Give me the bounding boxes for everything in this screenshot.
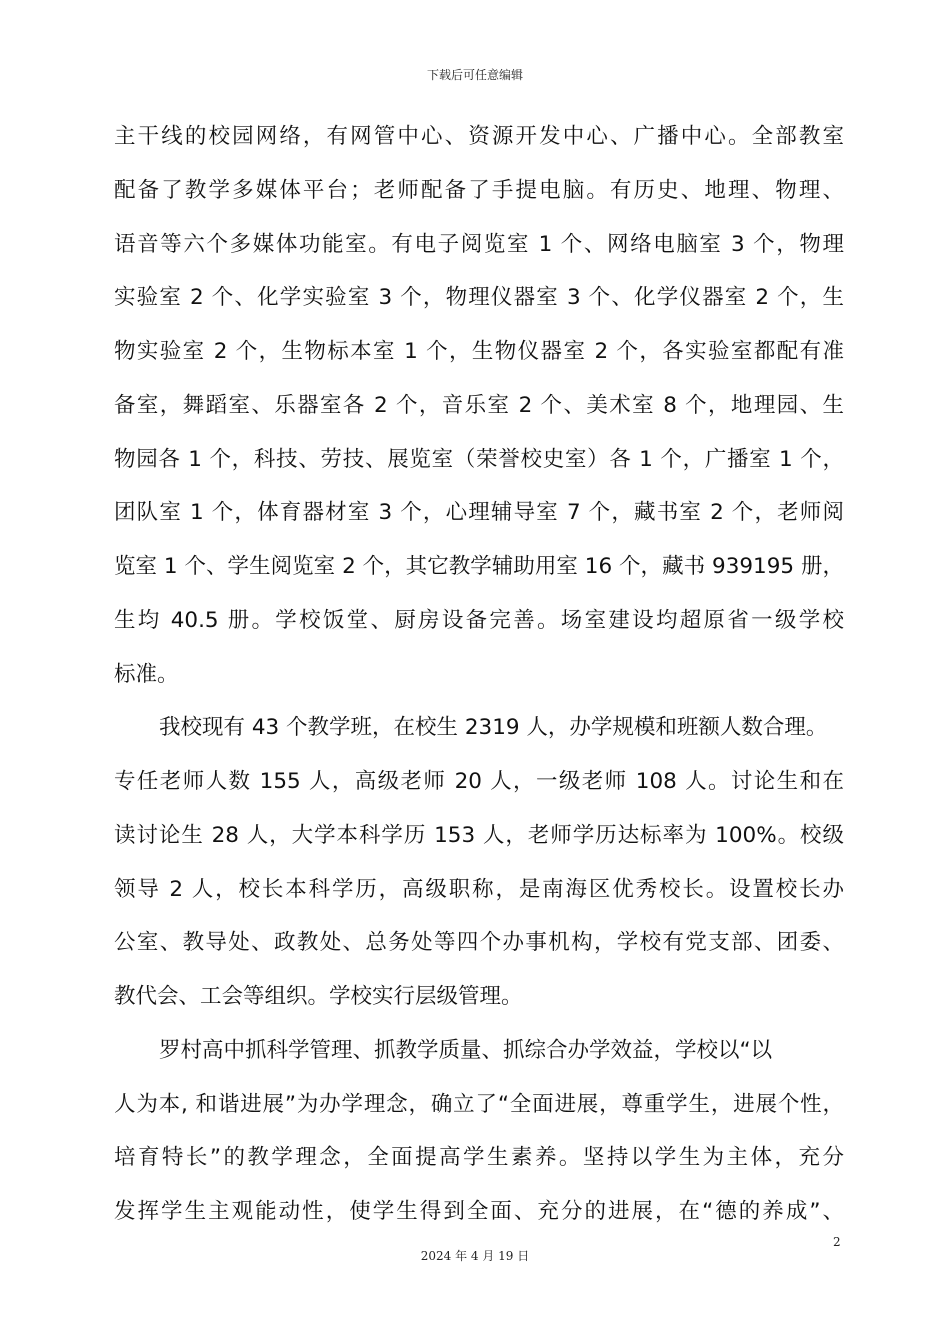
document-body xyxy=(114,110,844,1239)
text-line: 罗村高中抓科学管理、抓教学质量、抓综合办学效益，学校以“以 xyxy=(159,1037,773,1063)
text-line: 我校现有 43 个教学班，在校生 2319 人，办学规模和班额人数合理。 xyxy=(159,715,828,741)
text-line: 览室 1 个、学生阅览室 2 个，其它教学辅助用室 16 个，藏书 939195 册， xyxy=(114,554,844,579)
page-header: 下载后可任意编辑 xyxy=(426,68,523,82)
text-line: 培育特长”的教学理念，全面提高学生素养。坚持以学生为主体，充分 xyxy=(114,1145,844,1171)
text-line: 物实验室 2 个，生物标本室 1 个，生物仪器室 2 个，各实验室都配有准 xyxy=(114,339,844,364)
text-line: 专任老师人数 155 人，高级老师 20 人，一级老师 108 人。讨论生和在 xyxy=(114,769,844,794)
paragraph xyxy=(114,1024,844,1239)
text-line: 物园各 1 个，科技、劳技、展览室（荣誉校史室）各 1 个，广播室 1 个， xyxy=(114,446,844,472)
paragraph xyxy=(114,701,844,1024)
page-footer-date: 2024 年 4 月 19 日 xyxy=(420,1249,530,1263)
text-line: 主干线的校园网络，有网管中心、资源开发中心、广播中心。全部教室 xyxy=(114,124,844,149)
page-number: 2 xyxy=(833,1235,841,1249)
text-line: 教代会、工会等组织。学校实行层级管理。 xyxy=(114,984,523,1009)
text-line: 团队室 1 个，体育器材室 3 个，心理辅导室 7 个，藏书室 2 个，老师阅 xyxy=(114,500,844,526)
text-line: 生均 40.5 册。学校饭堂、厨房设备完善。场室建设均超原省一级学校 xyxy=(114,607,844,633)
text-line: 人为本, 和谐进展”为办学理念，确立了“全面进展，尊重学生，进展个性， xyxy=(114,1091,844,1117)
text-line: 标准。 xyxy=(114,661,179,687)
text-line: 公室、教导处、政教处、总务处等四个办事机构，学校有党支部、团委、 xyxy=(114,930,844,956)
text-line: 备室，舞蹈室、乐器室各 2 个，音乐室 2 个、美术室 8 个，地理园、生 xyxy=(114,392,844,418)
text-line: 配备了教学多媒体平台；老师配备了手提电脑。有历史、地理、物理、 xyxy=(114,177,844,203)
text-line: 实验室 2 个、化学实验室 3 个，物理仪器室 3 个、化学仪器室 2 个，生 xyxy=(114,285,844,311)
paragraph xyxy=(114,110,844,701)
text-line: 领导 2 人，校长本科学历，高级职称，是南海区优秀校长。设置校长办 xyxy=(114,876,844,902)
text-line: 语音等六个多媒体功能室。有电子阅览室 1 个、网络电脑室 3 个，物理 xyxy=(114,231,844,257)
text-line: 读讨论生 28 人，大学本科学历 153 人，老师学历达标率为 100%。校级 xyxy=(114,822,844,848)
text-line: 发挥学生主观能动性，使学生得到全面、充分的进展，在“德的养成”、 xyxy=(114,1199,844,1224)
